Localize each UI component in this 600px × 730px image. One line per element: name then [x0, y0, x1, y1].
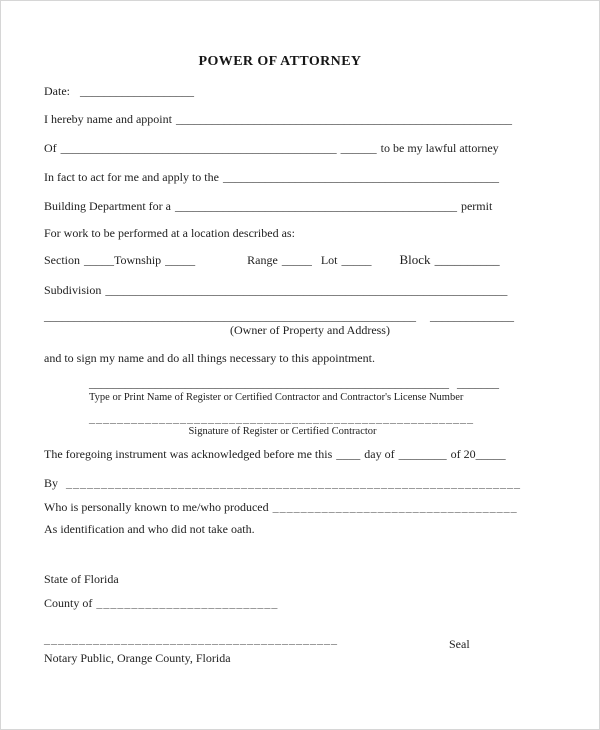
ack-dayof-label: day of — [364, 447, 395, 461]
contractor-line-row — [89, 374, 499, 392]
owner-blank-short[interactable]: ______________ — [430, 309, 514, 323]
state-label: State of Florida — [44, 572, 119, 586]
contractor-blank-long[interactable]: ____________________________________________________________ — [89, 376, 449, 390]
contractor-blank-short[interactable]: _______ — [457, 376, 499, 390]
of-label: Of — [44, 141, 57, 155]
of-blank-short[interactable]: ______ — [340, 141, 377, 155]
appoint-blank[interactable]: ________________________________________________________ — [175, 112, 512, 126]
by-blank[interactable]: _________________________________________________________________ — [66, 476, 522, 490]
county-label: County of — [44, 596, 93, 610]
lot-label: Lot — [320, 253, 338, 267]
owner-blank-long[interactable]: ______________________________________________________________ — [44, 309, 416, 323]
of-suffix-label: to be my lawful attorney — [380, 141, 499, 155]
seal-label: Seal — [449, 637, 470, 651]
ack-year-label: of 20 — [450, 447, 476, 461]
of-row — [44, 139, 499, 157]
ack-month-blank[interactable]: ________ — [398, 447, 447, 461]
date-row — [44, 82, 194, 100]
subdivision-label: Subdivision — [44, 283, 102, 297]
by-label: By — [44, 476, 59, 490]
subdivision-row — [44, 281, 507, 299]
appoint-row — [44, 110, 512, 128]
oath-statement: As identification and who did not take oath. — [44, 522, 255, 536]
work-description-label: For work to be performed at a location described as: — [44, 226, 295, 240]
known-label: Who is personally known to me/who produced — [44, 500, 269, 514]
acknowledgement-row — [44, 445, 506, 463]
known-row — [44, 498, 518, 516]
sign-statement: and to sign my name and do all things necessary to this appointment. — [44, 351, 375, 365]
date-label: Date: — [44, 84, 70, 98]
lot-blank[interactable]: _____ — [341, 253, 372, 267]
section-blank[interactable]: _____ — [84, 253, 114, 267]
of-blank-long[interactable]: ______________________________________________ — [60, 141, 337, 155]
subdivision-blank[interactable]: ___________________________________________________________________ — [105, 283, 508, 297]
building-blank[interactable]: _______________________________________________ — [174, 199, 457, 213]
permit-label: permit — [460, 199, 493, 213]
ack-day-blank[interactable]: ____ — [336, 447, 361, 461]
ack-label: The foregoing instrument was acknowledged before me this — [44, 447, 333, 461]
owner-caption: (Owner of Property and Address) — [230, 323, 390, 337]
contractor-caption: Type or Print Name of Register or Certified Contractor and Contractor's License Number — [89, 392, 464, 403]
notary-blank[interactable]: __________________________________________ — [44, 632, 338, 646]
county-row — [44, 594, 278, 612]
date-blank[interactable]: ___________________ — [80, 84, 194, 98]
by-row — [44, 474, 521, 492]
known-blank[interactable]: ___________________________________ — [272, 500, 518, 514]
infact-row — [44, 168, 499, 186]
building-label: Building Department for a — [44, 199, 171, 213]
block-label: Block — [399, 252, 431, 267]
notary-caption: Notary Public, Orange County, Florida — [44, 651, 231, 665]
township-label: Township — [114, 253, 162, 267]
section-label: Section — [44, 253, 80, 267]
ack-year-blank[interactable]: _____ — [475, 447, 506, 461]
notary-line-row — [44, 630, 338, 648]
range-blank[interactable]: _____ — [281, 253, 312, 267]
signature-caption: Signature of Register or Certified Contractor — [188, 426, 377, 437]
parcel-row — [44, 251, 500, 269]
range-label: Range — [247, 253, 278, 267]
building-row — [44, 197, 492, 215]
infact-label: In fact to act for me and apply to the — [44, 170, 219, 184]
block-blank[interactable]: __________ — [434, 252, 500, 267]
document-title: POWER OF ATTORNEY — [198, 54, 362, 69]
infact-blank[interactable]: ______________________________________________ — [222, 170, 499, 184]
township-blank[interactable]: _____ — [165, 253, 196, 267]
county-blank[interactable]: __________________________ — [96, 596, 279, 610]
signature-blank[interactable]: _______________________________________________________ — [89, 411, 474, 425]
appoint-label: I hereby name and appoint — [44, 112, 172, 126]
